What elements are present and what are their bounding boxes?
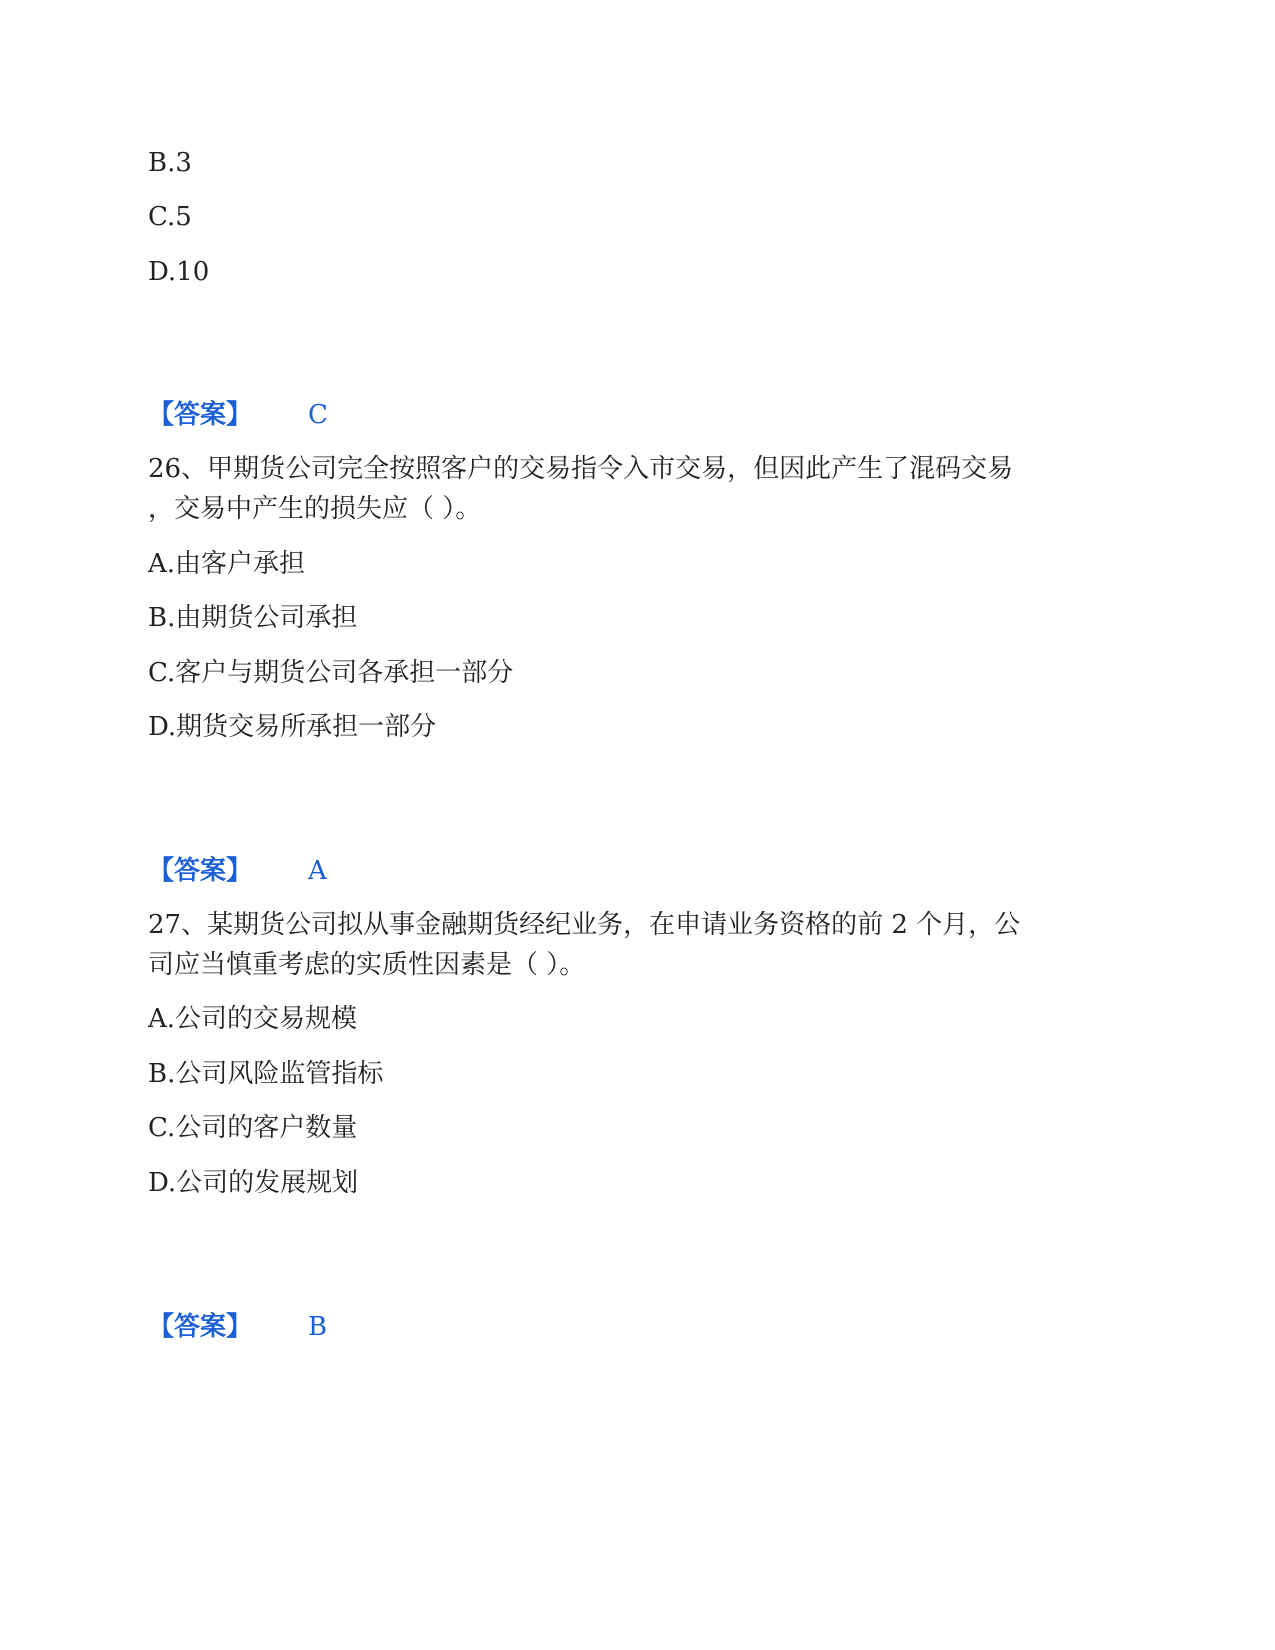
q25-option-b: B.3: [148, 148, 192, 178]
q25-option-d: D.10: [148, 257, 210, 287]
q27-answer-value: B: [308, 1312, 328, 1342]
q27-answer-label: 【答案】: [148, 1312, 253, 1342]
q26-option-b: B.由期货公司承担: [148, 603, 358, 633]
q27-stem-line2: 司应当慎重考虑的实质性因素是（ ）。: [148, 950, 586, 980]
q25-option-c: C.5: [148, 202, 192, 232]
q27-stem-line1: 27、某期货公司拟从事金融期货经纪业务，在申请业务资格的前 2 个月，公: [148, 910, 1021, 940]
q27-option-a: A.公司的交易规模: [148, 1004, 358, 1034]
q26-answer-value: A: [308, 856, 327, 886]
q25-answer-label: 【答案】: [148, 400, 253, 430]
q25-answer-value: C: [308, 400, 328, 430]
q27-option-c: C.公司的客户数量: [148, 1113, 358, 1143]
q27-answer: [148, 1310, 328, 1344]
q26-answer: [148, 854, 327, 888]
q27-option-d: D.公司的发展规划: [148, 1168, 359, 1198]
q26-stem-line1: 26、甲期货公司完全按照客户的交易指令入市交易，但因此产生了混码交易: [148, 454, 1014, 484]
q25-answer: [148, 398, 328, 432]
q26-option-a: A.由客户承担: [148, 549, 306, 579]
q26-answer-label: 【答案】: [148, 856, 253, 886]
q26-option-c: C.客户与期货公司各承担一部分: [148, 658, 514, 688]
q27-option-b: B.公司风险监管指标: [148, 1059, 384, 1089]
q26-option-d: D.期货交易所承担一部分: [148, 712, 437, 742]
q26-stem-line2: ，交易中产生的损失应（ ）。: [148, 494, 482, 524]
